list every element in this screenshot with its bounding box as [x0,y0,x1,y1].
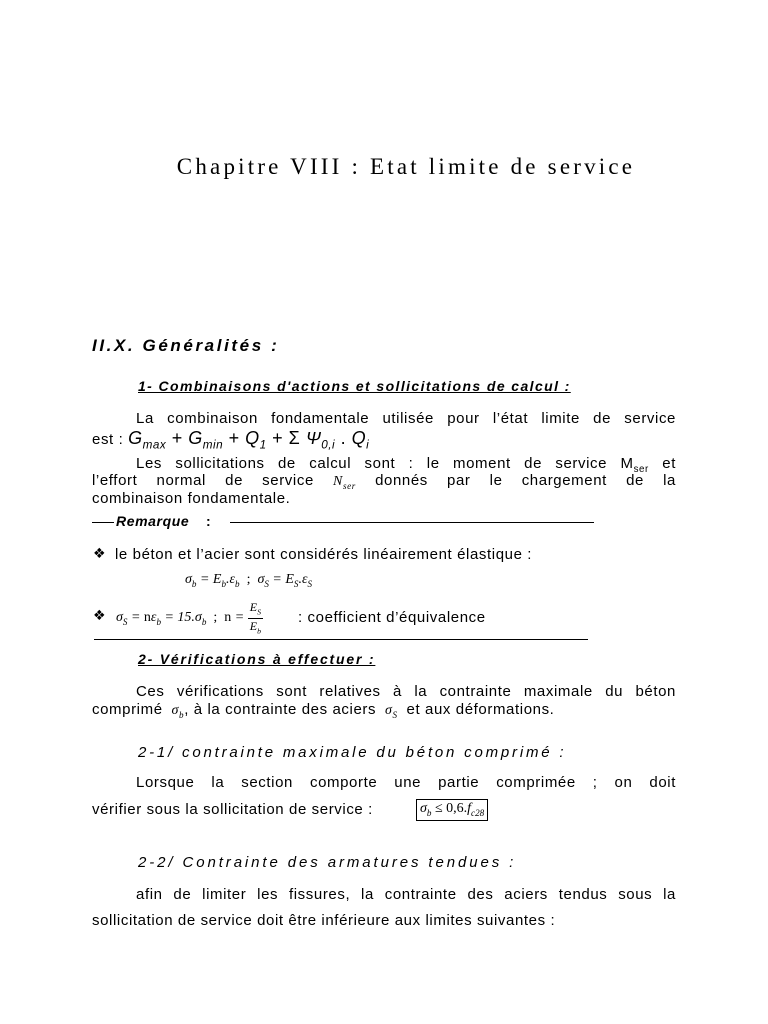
subsection-2-1-heading: 2-1/ contrainte maximale du béton comprimé : [138,744,567,761]
remarque-label: Remarque [116,513,190,529]
p1-line2 [92,428,369,452]
equivalence-equation: $\sigma_S = n\varepsilon_b = 15.\sigma_b$ ; n = $\frac{E_S}{E_b}$ [116,600,261,635]
steel-line1: afin de limiter les fissures, la contrainte des aciers tendus sous la [136,886,676,903]
remarque-rule-left [92,522,114,523]
section-heading: II.X. Généralités : [92,336,280,355]
concrete-line2: vérifier sous la sollicitation de service : [92,801,373,818]
fundamental-combination-formula: $G_{max} + G_{min} + Q_1 + \Sigma$ $\Psi_{0,i}$ . $Q_i$ [128,428,370,452]
p2-line2: l’effort normal de service $N_{ser}$ donnés par le chargement de la [92,472,676,491]
diamond-bullet-icon: ❖ [93,608,106,624]
verif-line2: comprimé $\sigma_b$, à la contrainte des aciers $\sigma_S$ et aux déformations. [92,701,555,720]
diamond-bullet-icon: ❖ [93,546,106,562]
remarque-colon: : [206,513,211,529]
concrete-line1: Lorsque la section comporte une partie comprimée ; on doit [136,774,676,791]
subsection-2-heading: 2- Vérifications à effectuer : [138,651,376,667]
verif-line2-c: et aux déformations. [406,701,555,718]
p2-line1: Les sollicitations de calcul sont : le moment de service $M_{ser}$ et [136,455,676,475]
verif-line2-a: comprimé [92,701,163,718]
p2-line3: combinaison fondamentale. [92,490,291,507]
p1-line2-prefix: est : [92,431,129,448]
modular-ratio-fraction: $\frac{E_S}{E_b}$ [249,600,261,635]
bullet2-suffix: : coefficient d’équivalence [298,609,486,626]
verif-line2-b: , à la contrainte des aciers [184,701,377,718]
subsection-2-2-heading: 2-2/ Contrainte des armatures tendues : [138,854,517,871]
chapter-title: Chapitre VIII : Etat limite de service [176,154,636,179]
steel-line2: sollicitation de service doit être inférieure aux limites suivantes : [92,912,556,929]
remarque-bottom-rule [94,639,588,640]
p1-line1: La combinaison fondamentale utilisée pour l’état limite de service [136,410,676,427]
verif-line1: Ces vérifications sont relatives à la contrainte maximale du béton [136,683,676,700]
subsection-1-heading: 1- Combinaisons d'actions et sollicitations de calcul : [138,378,571,394]
bullet1-text: le béton et l’acier sont considérés linéairement élastique : [115,546,533,563]
stress-strain-equation: $\sigma_b = E_b.\varepsilon_b$ ; $\sigma_S = E_S.\varepsilon_S$ [185,572,313,589]
remarque-rule-right [230,522,594,523]
concrete-stress-condition: $\sigma_b \le 0,6.f_{c28}$ [416,799,488,821]
